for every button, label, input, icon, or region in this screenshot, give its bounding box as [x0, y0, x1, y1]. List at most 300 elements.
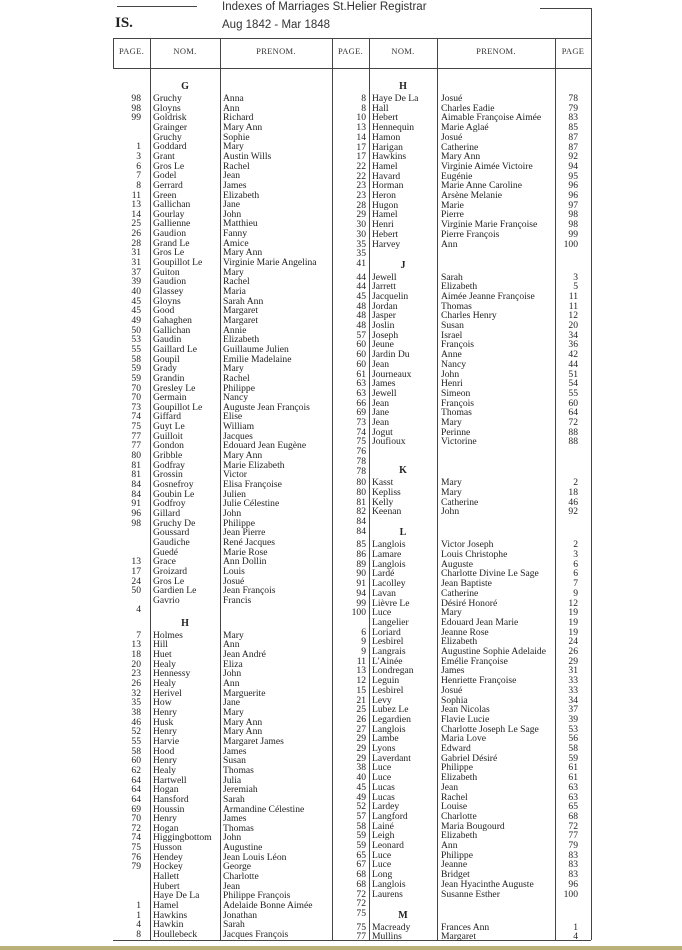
page-number: 23 [356, 180, 366, 192]
section-letter: M [398, 909, 408, 921]
surname: Joseph [372, 329, 399, 341]
page-number: 25 [356, 704, 366, 716]
surname: Guyt Le [153, 421, 185, 433]
given-names: Mary [223, 141, 244, 153]
surname: Grandin [153, 372, 185, 384]
given-names: Sarah [223, 793, 245, 805]
surname: Lainé [372, 820, 394, 832]
surname: Loriard [372, 626, 401, 638]
page-number: 13 [131, 639, 141, 651]
page-number: 74 [131, 832, 141, 844]
given-names: Edouard Jean Marie [441, 616, 519, 628]
given-names: Louis [223, 565, 245, 577]
page-number: 61 [568, 762, 578, 774]
surname: James [372, 378, 396, 390]
surname: Hamel [153, 900, 179, 911]
given-names: Simeon [441, 387, 471, 399]
surname: Harvie [153, 735, 180, 747]
given-names: Edouard Jean Eugène [223, 440, 307, 452]
surname: Harvey [372, 238, 401, 250]
given-names: Jean Nicolas [441, 704, 490, 716]
surname: Gruchy De [153, 517, 196, 529]
given-names: Josué [441, 684, 463, 696]
page-number: 20 [131, 658, 141, 670]
given-names: William [223, 421, 255, 433]
given-names: Augustine [223, 842, 263, 854]
surname: Levy [372, 694, 392, 706]
page-number: 92 [568, 506, 578, 518]
given-names: Margaret James [223, 735, 284, 747]
page-number: 59 [356, 840, 366, 851]
page-number: 82 [356, 506, 366, 518]
page-number: 48 [356, 320, 366, 331]
given-names: Josué [223, 575, 245, 587]
given-names: Philippe François [223, 890, 291, 902]
given-names: Annie [223, 324, 247, 336]
surname: Leigh [372, 830, 395, 842]
page-number: 81 [356, 496, 366, 508]
page-number: 80 [356, 477, 366, 489]
page-number: 13 [356, 122, 366, 134]
surname: Lyons [372, 743, 396, 754]
surname: Jean [372, 358, 390, 370]
given-names: Susanne Esther [441, 888, 500, 900]
surname: Gaillard Le [153, 343, 197, 355]
section-letter: K [399, 465, 407, 477]
gap-page-number: 84 [356, 525, 366, 537]
page-number: 97 [568, 199, 578, 211]
given-names: James [223, 179, 247, 191]
given-names: Marguerite [223, 687, 266, 699]
surname: Lacolley [372, 578, 406, 590]
page-number: 31 [131, 257, 141, 269]
page-number: 74 [131, 411, 141, 423]
surname: Gros Le [153, 247, 185, 259]
given-names: Aimable Françoise Aimée [441, 112, 542, 124]
given-names: John [223, 507, 242, 519]
given-names: Elizabeth [441, 772, 478, 784]
surname: Hamel [372, 160, 398, 172]
page-number: 4 [136, 919, 141, 931]
column-rule [591, 8, 592, 940]
given-names: Anna [223, 93, 244, 104]
surname: Lardé [372, 568, 395, 580]
given-names: Mary Ann [223, 716, 263, 728]
page-number: 23 [131, 668, 141, 680]
surname: Keenan [372, 506, 402, 518]
surname: Herivel [153, 687, 182, 699]
page-number: 1 [136, 909, 141, 921]
surname: Hendey [153, 851, 183, 863]
given-names: Ann [223, 639, 240, 651]
section-letter: H [181, 617, 189, 629]
page-number: 57 [356, 810, 366, 822]
surname: Healy [153, 678, 176, 690]
section-letter: H [399, 81, 407, 92]
page-number: 72 [356, 888, 366, 900]
page-number: 10 [356, 112, 366, 124]
given-names: Elizabeth [441, 830, 478, 842]
surname: Gallichan [153, 199, 191, 211]
given-names: Julia [223, 774, 242, 786]
page-number: 4 [573, 931, 578, 943]
page-number: 65 [356, 849, 366, 861]
surname: Gillard [153, 507, 181, 519]
page-number: 73 [356, 417, 366, 428]
page-number: 52 [131, 726, 141, 738]
page-number: 35 [131, 697, 141, 709]
page-number: 2 [573, 477, 578, 489]
given-names: Mary [441, 417, 462, 428]
page-number: 84 [131, 479, 141, 490]
surname: Henry [153, 726, 177, 738]
column-header: PRENOM. [256, 46, 296, 56]
page-number: 26 [131, 228, 141, 240]
page-number: 15 [356, 684, 366, 696]
surname: Luce [372, 859, 392, 871]
page-number: 95 [568, 170, 578, 182]
page-number: 30 [356, 219, 366, 231]
page-number: 40 [131, 286, 141, 297]
surname: Goupillot Le [153, 401, 203, 413]
page-number: 55 [131, 343, 141, 355]
given-names: Virginie Marie Françoise [441, 219, 538, 231]
page-number: 19 [568, 616, 578, 628]
page-number: 75 [356, 436, 366, 448]
page-number: 8 [361, 93, 366, 104]
column-header: NOM. [173, 46, 197, 56]
page-number: 14 [131, 208, 141, 220]
given-names: John [441, 368, 460, 380]
surname: Hartwell [153, 774, 187, 786]
given-names: Désiré Honoré [441, 597, 498, 609]
page-number: 63 [568, 791, 578, 803]
surname: Horman [372, 180, 404, 192]
page-number: 100 [351, 607, 366, 619]
surname: How [153, 697, 172, 709]
page-number: 75 [131, 842, 141, 854]
given-names: Jane [223, 199, 241, 211]
page-number: 60 [356, 339, 366, 351]
page-number: 89 [356, 558, 366, 570]
given-names: Elizabeth [441, 281, 478, 293]
surname: Jewell [372, 271, 397, 283]
page-number: 76 [131, 851, 141, 863]
page-number: 64 [131, 793, 141, 805]
surname: Gahaghen [153, 314, 192, 326]
given-names: Anne [441, 349, 462, 361]
page-number: 99 [131, 112, 141, 124]
given-names: Sarah [223, 919, 245, 931]
given-names: Marie Rose [223, 546, 268, 558]
page-number: 58 [131, 745, 141, 757]
given-names: Augustine Sophie Adelaide [441, 646, 546, 657]
page-number: 98 [568, 209, 578, 221]
page-number: 91 [356, 578, 366, 590]
given-names: Josué [441, 93, 463, 104]
surname: Joufioux [372, 436, 406, 448]
header-bottom-rule [113, 68, 591, 69]
given-names: Nancy [223, 392, 249, 404]
surname: Langlois [372, 558, 406, 570]
given-names: Sophie [223, 131, 250, 143]
page-number: 64 [131, 774, 141, 786]
surname: Hill [153, 639, 168, 651]
given-names: Mary [441, 486, 462, 498]
given-names: Bridget [441, 869, 470, 881]
page-number: 68 [568, 810, 578, 822]
given-names: Elise [223, 411, 243, 423]
surname: Kasst [372, 477, 394, 489]
surname: Heron [372, 190, 396, 201]
page-number: 85 [568, 122, 578, 134]
page-number: 98 [131, 93, 141, 104]
given-names: Marie Anne Caroline [441, 180, 522, 192]
page-number: 68 [356, 878, 366, 890]
surname: Hebert [372, 112, 399, 124]
given-names: Rachel [223, 372, 250, 384]
page-number: 31 [131, 247, 141, 259]
given-names: Charlotte [441, 810, 477, 822]
surname: Langrais [372, 646, 406, 657]
gap-page-number: 84 [356, 516, 366, 527]
surname: Grand Le [153, 237, 190, 249]
surname: Lièvre Le [372, 597, 410, 609]
page-number: 72 [568, 820, 578, 832]
page-number: 81 [131, 459, 141, 471]
page-number: 70 [131, 813, 141, 825]
page-number: 99 [568, 228, 578, 240]
page-number: 33 [568, 684, 578, 696]
given-names: Victor Joseph [441, 539, 494, 551]
given-names: Elizabeth [441, 636, 478, 648]
page-number: 58 [131, 353, 141, 365]
page-number: 2 [573, 539, 578, 551]
given-names: Mary [441, 477, 462, 489]
page-number: 86 [356, 549, 366, 560]
column-rule [437, 38, 438, 940]
surname: Gardien Le [153, 585, 197, 597]
page-number: 30 [356, 228, 366, 240]
given-names: Jean [441, 781, 459, 793]
page-number: 96 [568, 180, 578, 192]
surname: Healy [153, 658, 176, 670]
page-number: 7 [136, 629, 141, 641]
given-names: Jeremiah [223, 784, 258, 796]
surname: Groizard [153, 565, 188, 577]
given-names: Mary [223, 707, 244, 718]
given-names: Pierre [441, 209, 464, 221]
page-number: 34 [568, 329, 578, 341]
surname: Gloyns [153, 102, 181, 114]
given-names: Sarah [441, 271, 463, 283]
column-header: PAGE. [337, 46, 364, 56]
page-number: 50 [131, 324, 141, 336]
page-number: 100 [563, 238, 578, 250]
surname: Hood [153, 745, 175, 757]
page-number: 74 [356, 426, 366, 438]
given-names: Marie Aglaé [441, 122, 489, 134]
gap-page-number: 75 [356, 907, 366, 919]
page-number: 92 [568, 151, 578, 163]
surname: Hawkins [153, 909, 188, 921]
surname: Langlois [372, 539, 406, 551]
surname: Hansford [153, 793, 189, 805]
page-number: 60 [568, 397, 578, 409]
page-number: 58 [356, 820, 366, 832]
given-names: Pierre François [441, 228, 500, 240]
page-number: 40 [356, 772, 366, 784]
scan-edge [0, 946, 682, 950]
given-names: Jean Baptiste [441, 578, 492, 590]
given-names: George [223, 861, 252, 873]
surname: Henri [372, 219, 394, 231]
page-number: 17 [356, 141, 366, 153]
page-number: 37 [568, 704, 578, 716]
given-names: Israel [441, 329, 463, 341]
page-number: 5 [573, 281, 578, 293]
page-number: 53 [131, 334, 141, 346]
page-number: 59 [568, 752, 578, 764]
surname: Lardey [372, 801, 400, 813]
given-names: Mary Ann [223, 726, 263, 738]
surname: Lamare [372, 549, 402, 560]
surname: Gloyns [153, 295, 181, 307]
surname: Goldrisk [153, 112, 187, 124]
page-number: 83 [568, 112, 578, 124]
given-names: Ann [441, 840, 458, 851]
surname: Gresley Le [153, 382, 196, 394]
given-names: Jean Louis Léon [223, 851, 287, 863]
surname: Hawkin [153, 919, 184, 931]
page-number: 6 [136, 160, 141, 172]
given-names: Charles Eadie [441, 102, 495, 114]
page-number: 99 [356, 597, 366, 609]
given-names: Margaret [441, 931, 476, 943]
surname: Gribble [153, 450, 183, 462]
surname: Gaudin [153, 334, 182, 346]
given-names: Frances Ann [441, 921, 490, 933]
page-number: 13 [131, 556, 141, 568]
page-number: 32 [131, 687, 141, 699]
given-names: Jane [223, 697, 241, 709]
column-rule [220, 38, 221, 940]
page-number: 68 [356, 869, 366, 881]
surname: Giffard [153, 411, 182, 423]
page-number: 1 [573, 921, 578, 933]
page-number: 48 [356, 310, 366, 322]
document-title: Indexes of Marriages St.Helier Registrar [222, 1, 427, 13]
surname: Hennessy [153, 668, 191, 680]
page-number: 83 [568, 849, 578, 861]
gap-page-number: 78 [356, 455, 366, 467]
given-names: Mary Ann [223, 247, 263, 259]
page-number: 98 [131, 517, 141, 529]
page-number: 87 [568, 131, 578, 143]
surname: Jasper [372, 310, 396, 322]
page-number: 55 [568, 387, 578, 399]
given-names: Victor [223, 469, 247, 481]
page-number: 34 [568, 694, 578, 706]
surname: Goupil [153, 353, 180, 365]
surname: Leguin [372, 675, 400, 687]
page-number: 8 [361, 102, 366, 114]
surname: Godfroy [153, 498, 186, 510]
page-number: 70 [131, 382, 141, 394]
column-rule [369, 38, 370, 940]
page-number: 77 [131, 440, 141, 452]
page-number: 60 [356, 358, 366, 370]
page-number: 64 [131, 784, 141, 796]
surname: Jacquelin [372, 290, 409, 302]
page-number: 79 [568, 840, 578, 851]
surname: Jardin Du [372, 349, 410, 361]
surname: Gruchy [153, 93, 182, 104]
page-number: 96 [568, 190, 578, 201]
page-number: 90 [356, 568, 366, 580]
surname: Grace [153, 556, 176, 568]
page-number: 37 [131, 266, 141, 278]
surname: Green [153, 189, 177, 201]
surname: Henry [153, 813, 177, 825]
surname: Jordan [372, 300, 398, 312]
page-number: 39 [568, 713, 578, 725]
surname: Hugon [372, 199, 399, 211]
surname: Luce [372, 607, 392, 619]
page-number: 12 [568, 597, 578, 609]
surname: Jewell [372, 387, 397, 399]
given-names: Charles Henry [441, 310, 497, 322]
given-names: Gabriel Désiré [441, 752, 498, 764]
page-number: 55 [131, 735, 141, 747]
given-names: Nancy [441, 358, 467, 370]
surname: Lucas [372, 791, 395, 803]
surname: Leonard [372, 840, 404, 851]
given-names: Austin Wills [223, 150, 272, 162]
surname: Kelly [372, 496, 394, 508]
surname: Langlois [372, 878, 406, 890]
given-names: Henri [441, 378, 463, 390]
given-names: Edward [441, 743, 471, 754]
surname: Laverdant [372, 752, 411, 764]
page-number: 52 [356, 801, 366, 813]
page-number: 27 [356, 723, 366, 735]
given-names: James [441, 665, 465, 677]
given-names: Louise [441, 801, 468, 813]
page-number: 24 [131, 575, 141, 587]
column-header: PAGE [561, 46, 585, 56]
surname: Mullins [372, 931, 402, 943]
surname: Luce [372, 772, 392, 784]
page-number: 85 [356, 539, 366, 551]
page-number: 79 [131, 861, 141, 873]
given-names: Catherine [441, 141, 479, 153]
page-number: 54 [568, 378, 578, 390]
surname: Huet [153, 649, 172, 661]
page-number: 70 [131, 392, 141, 404]
given-names: Thomas [223, 822, 254, 834]
page-number: 77 [356, 931, 366, 943]
given-names: Victorine [441, 436, 477, 448]
given-names: Susan [441, 320, 464, 331]
gap-page-number: 41 [356, 257, 366, 269]
surname: Goubin Le [153, 488, 195, 500]
surname: Hawkins [372, 151, 407, 163]
given-names: Matthieu [223, 218, 258, 230]
top-right-rule [540, 8, 592, 9]
page-number: 11 [568, 290, 578, 302]
surname: Lavan [372, 587, 396, 599]
